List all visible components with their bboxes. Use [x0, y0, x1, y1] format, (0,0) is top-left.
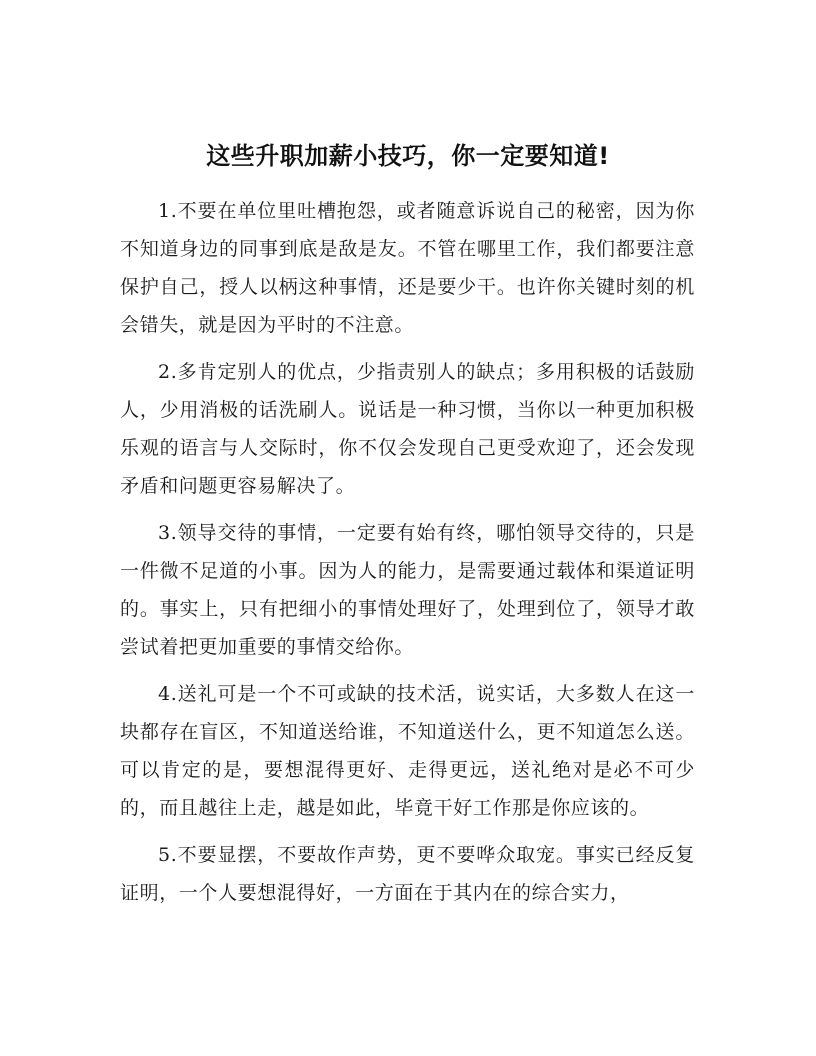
paragraph-5: 5.不要显摆，不要故作声势，更不要哗众取宠。事实已经反复证明，一个人要想混得好，一方面在于其内在的综合实力， [120, 844, 695, 904]
paragraph-2: 2.多肯定别人的优点，少指责别人的缺点；多用积极的话鼓励人，少用消极的话洗刷人。说话是一种习惯，当你以一种更加积极乐观的语言与人交际时，你不仅会发现自己更受欢迎了，还会发现矛盾和问题更容易解决了。 [120, 361, 695, 497]
paragraph-3: 3.领导交待的事情，一定要有始有终，哪怕领导交待的，只是一件微不足道的小事。因为人的能力，是需要通过载体和渠道证明的。事实上，只有把细小的事情处理好了，处理到位了，领导才敢尝试着把更加重要的事情交给你。 [120, 522, 695, 658]
article-body [120, 192, 695, 921]
paragraph-4: 4.送礼可是一个不可或缺的技术活，说实话，大多数人在这一块都存在盲区，不知道送给谁，不知道送什么，更不知道怎么送。可以肯定的是，要想混得更好、走得更远，送礼绝对是必不可少的，而且越往上走，越是如此，毕竟干好工作那是你应该的。 [120, 683, 695, 819]
page-title: 这些升职加薪小技巧，你一定要知道! [206, 142, 610, 170]
paragraph-1: 1.不要在单位里吐槽抱怨，或者随意诉说自己的秘密，因为你不知道身边的同事到底是敌是友。不管在哪里工作，我们都要注意保护自己，授人以柄这种事情，还是要少干。也许你关键时刻的机会错失，就是因为平时的不注意。 [120, 200, 695, 336]
